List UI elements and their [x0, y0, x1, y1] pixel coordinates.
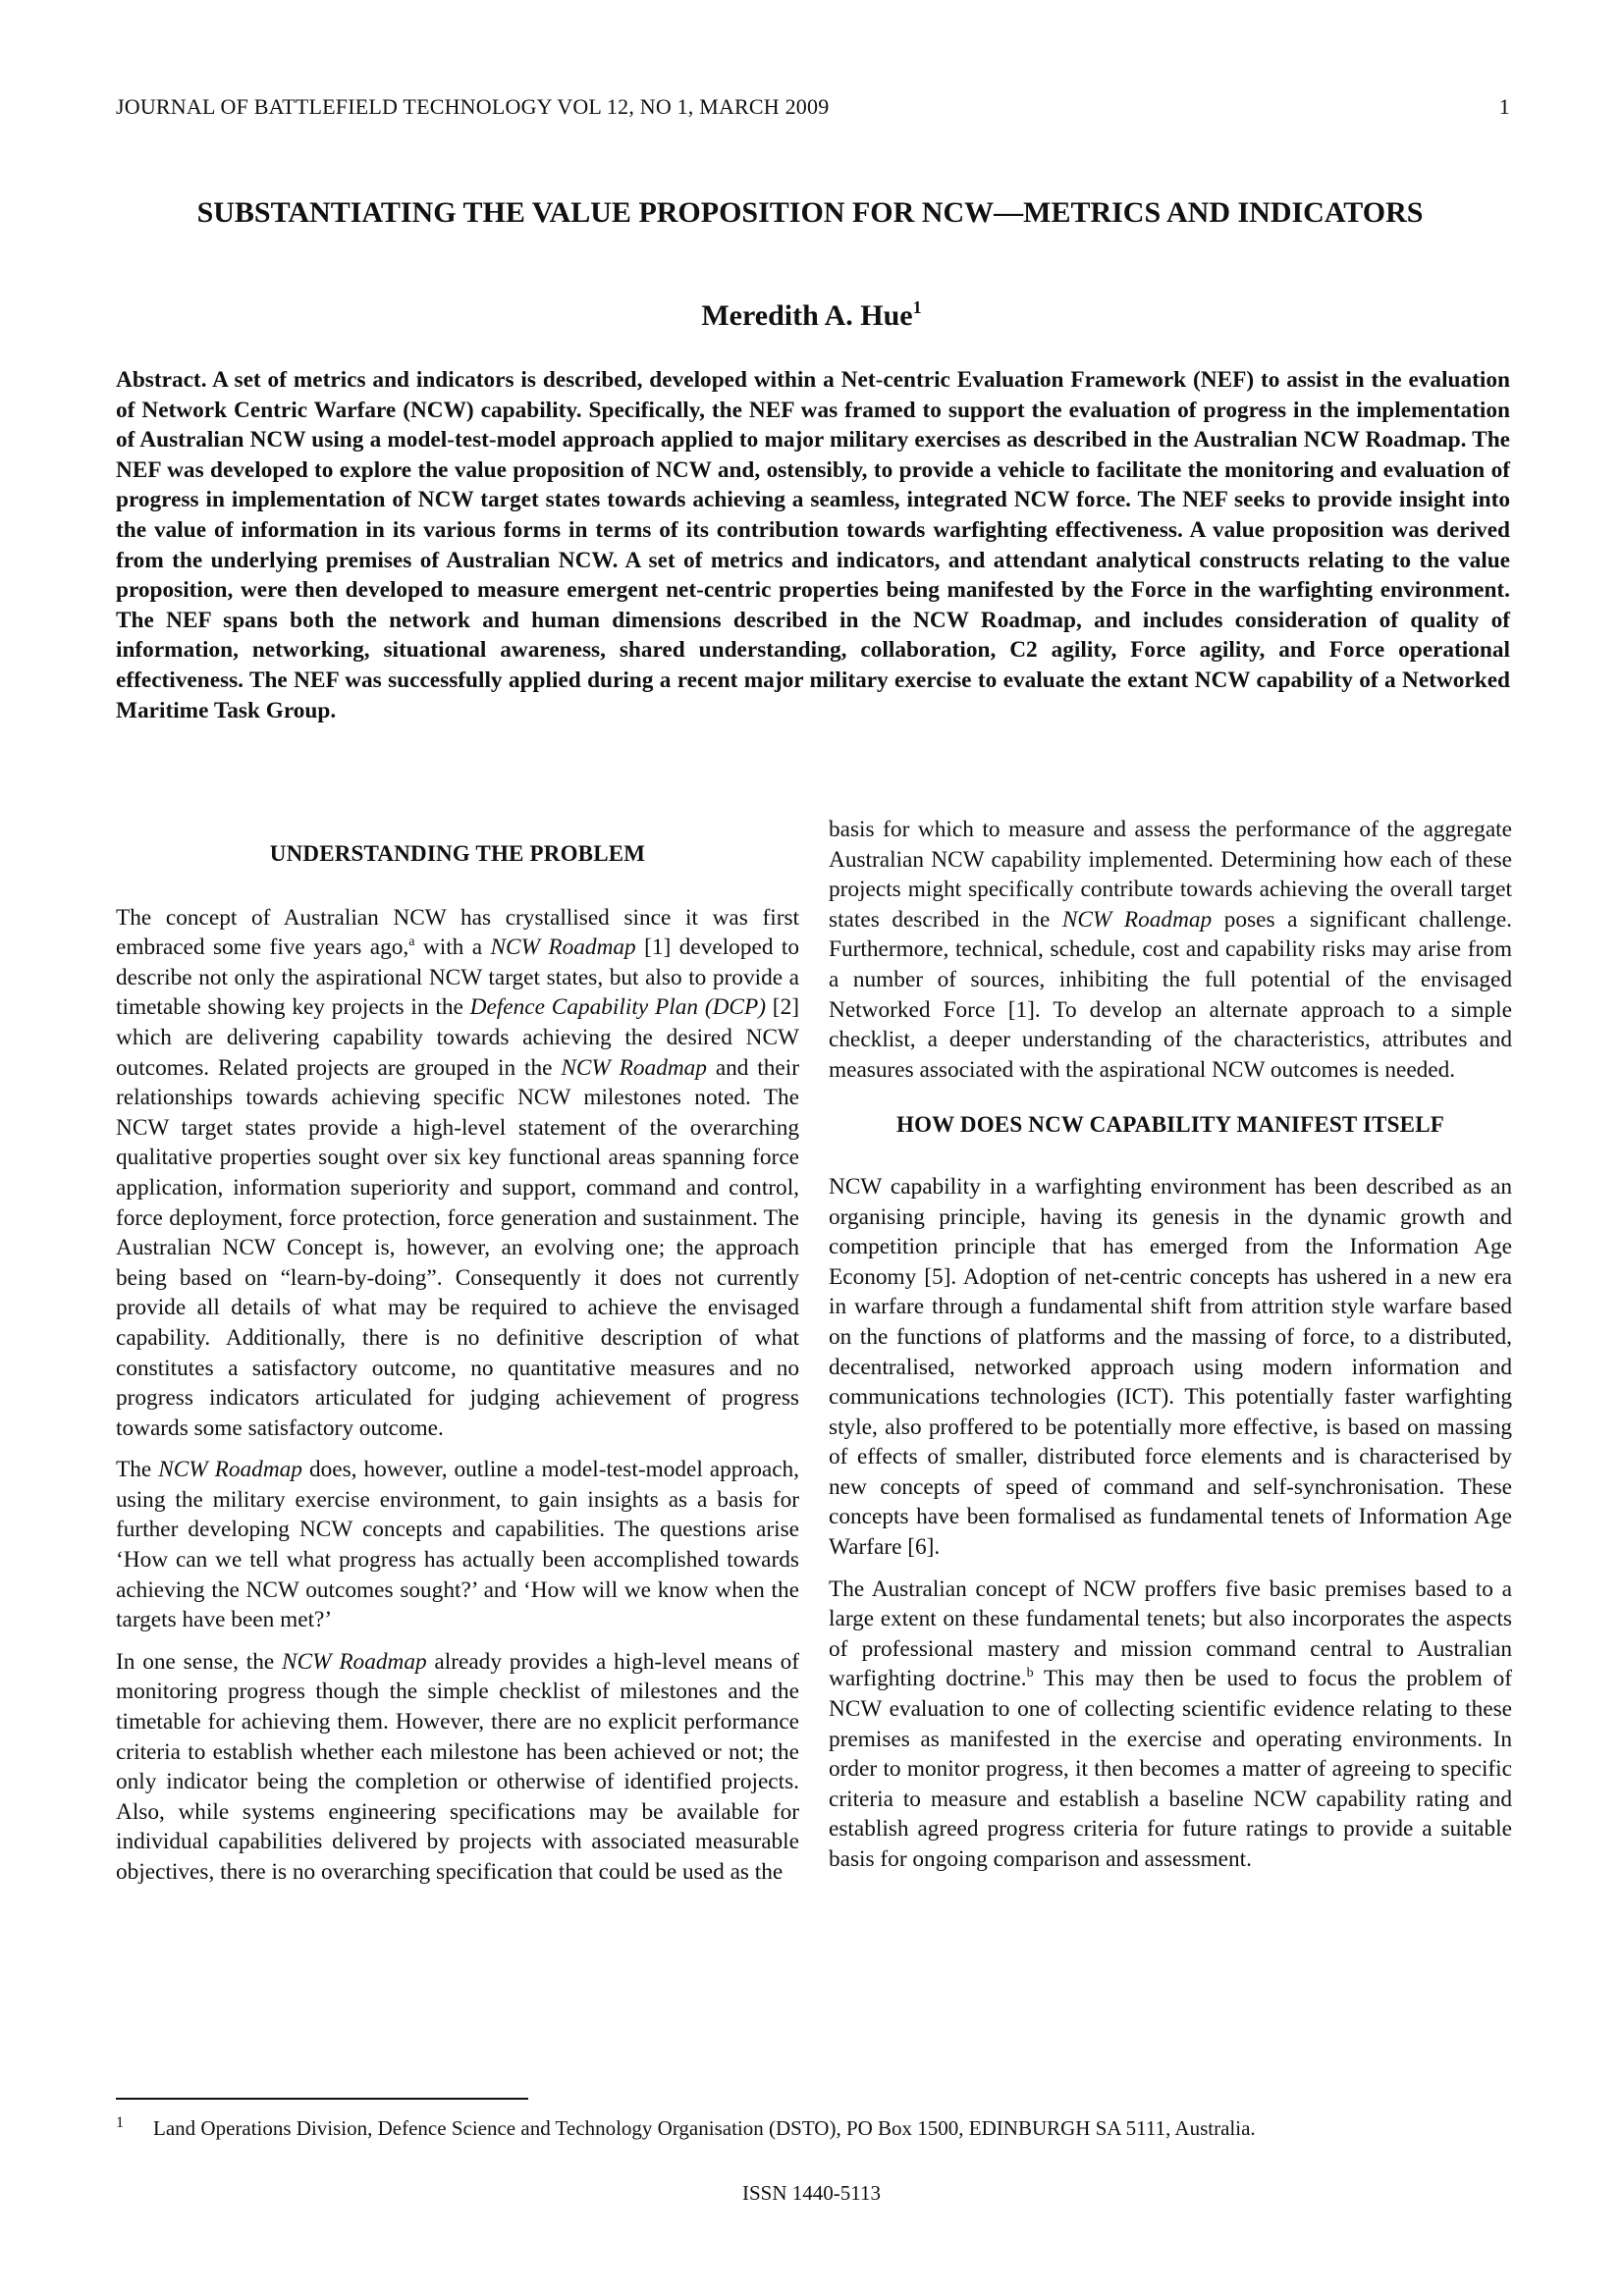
footnote-1 [116, 2114, 1530, 2141]
footnote-ref-b: b [1026, 1666, 1034, 1682]
running-header [116, 94, 1510, 120]
paper-title: SUBSTANTIATING THE VALUE PROPOSITION FOR NCW—METRICS AND INDICATORS [196, 196, 1424, 229]
paragraph-manifest-1: NCW capability in a warfighting environment has been described as an organising principle, having its genesis in the dynamic growth and competition principle that has emerged from the Information Age Economy [5]. Adoption of net-centric concepts has ushered in a new era in warfare through a fundamental shift from attrition style warfare based on the functions of platforms and the massing of force, to a distributed, decentralised, networked approach using modern information and communications technologies (ICT). This potentially faster warfighting style, also proffered to be potentially more effective, is based on massing of effects of smaller, distributed force elements and is characterised by new concepts of speed of command and self-synchronisation. These concepts have been formalised as fundamental tenets of Information Age Warfare [6]. [829, 1173, 1512, 1561]
author-line [0, 297, 1623, 333]
paragraph-understanding-2: The NCW Roadmap does, however, outline a model-test-model approach, using the military exercise environment, to gain insights as a basis for further developing NCW concepts and capabilities. The questions arise ‘How can we tell what progress has actually been accomplished towards achieving the NCW outcomes sought?’ and ‘How will we know when the targets have been met?’ [116, 1457, 800, 1633]
section-heading-manifest: HOW DOES NCW CAPABILITY MANIFEST ITSELF [895, 1112, 1444, 1138]
abstract: Abstract. A set of metrics and indicators is described, developed within a Net-centric Evaluation Framework (NEF) to assist in the evaluation of Network Centric Warfare (NCW) capability. Specifically, the NEF was framed to support the evaluation of progress in the implementation of Australian NCW using a model-test-model approach applied to major military exercises as described in the Australian NCW Roadmap. The NEF was developed to explore the value proposition of NCW and, ostensibly, to provide a vehicle to facilitate the monitoring and evaluation of progress in implementation of NCW target states towards achieving a seamless, integrated NCW force. The NEF seeks to provide insight into the value of information in its various forms in terms of its contribution towards warfighting effectiveness. A value proposition was derived from the underlying premises of Australian NCW. A set of metrics and indicators, and attendant analytical constructs relating to the value proposition, were then developed to measure emergent net-centric properties being manifested by the Force in the warfighting environment. The NEF spans both the network and human dimensions described in the NCW Roadmap, and includes consideration of quality of information, networking, situational awareness, shared understanding, collaboration, C2 agility, Force agility, and Force operational effectiveness. The NEF was successfully applied during a recent major military exercise to evaluate the extant NCW capability of a Networked Maritime Task Group. [116, 367, 1510, 723]
author-name: Meredith A. Hue [701, 299, 913, 332]
issn: ISSN 1440-5113 [742, 2181, 881, 2205]
footnote-text: Land Operations Division, Defence Science and Technology Organisation (DSTO), PO Box 1500, EDINBURGH SA 5111, Australia. [153, 2116, 1256, 2140]
author-footnote-mark: 1 [912, 297, 922, 317]
journal-citation: JOURNAL OF BATTLEFIELD TECHNOLOGY VOL 12, NO 1, MARCH 2009 [116, 94, 830, 119]
footnote-mark: 1 [116, 2114, 124, 2131]
paragraph-understanding-3: In one sense, the NCW Roadmap already provides a high-level means of monitoring progress though the simple checklist of milestones and the timetable for achieving them. However, there are no explicit performance criteria to establish whether each milestone has been achieved or not; the only indicator being the completion or otherwise of identified projects. Also, while systems engineering specifications may be available for individual capabilities delivered by projects with associated measurable objectives, there is no overarching specification that could be used as the [116, 1648, 799, 1885]
section-heading-understanding: UNDERSTANDING THE PROBLEM [269, 841, 646, 866]
right-column [829, 815, 1512, 1887]
paragraph-manifest-2: The Australian concept of NCW proffers five basic premises based to a large extent on these fundamental tenets; but also incorporates the aspects of professional mastery and mission command central to Australian warfighting doctrine.$^b$ This may then be used to focus the problem of NCW evaluation to one of collecting scientific evidence relating to these premises as manifested in the exercise and operating environments. In order to monitor progress, it then becomes a matter of agreeing to specific criteria to measure and establish a baseline NCW capability rating and establish agreed progress criteria for future ratings to provide a suitable basis for ongoing comparison and assessment. [829, 1575, 1512, 1872]
left-column [116, 828, 799, 1888]
paragraph-understanding-3-continued: basis for which to measure and assess the performance of the aggregate Australian NCW capability implemented. Determining how each of these projects might specifically contribute towards achieving the overall target states described in the NCW Roadmap poses a significant challenge. Furthermore, technical, schedule, cost and capability risks may arise from a number of sources, inhibiting the full potential of the envisaged Networked Force [1]. To develop an alternate approach to a simple checklist, a deeper understanding of the characteristics, attributes and measures associated with the aspirational NCW outcomes is needed. [829, 817, 1513, 1083]
footnote-ref-a: a [408, 934, 415, 950]
paragraph-understanding-1: The concept of Australian NCW has crystallised since it was first embraced some five years ago,$^a$ with a NCW Roadmap [1] developed to describe not only the aspirational NCW target states, but also to provide a timetable showing key projects in the Defence Capability Plan (DCP) [2] which are delivering capability towards achieving the desired NCW outcomes. Related projects are grouped in the NCW Roadmap and their relationships towards achieving specific NCW milestones noted. The NCW target states provide a high-level statement of the overarching qualitative properties sought over six key functional areas spanning force application, information superiority and support, command and control, force deployment, force protection, force generation and sustainment. The Australian NCW Concept is, however, an evolving one; the approach being based on “learn-by-doing”. Consequently it does not currently provide all details of what may be required to achieve the envisaged capability. Additionally, there is no definitive description of what constitutes a satisfactory outcome, no quantitative measures and no progress indicators articulated for judging achievement of progress towards some satisfactory outcome. [116, 904, 800, 1441]
footnote-divider [116, 2098, 528, 2100]
page-number: 1 [1498, 94, 1510, 119]
